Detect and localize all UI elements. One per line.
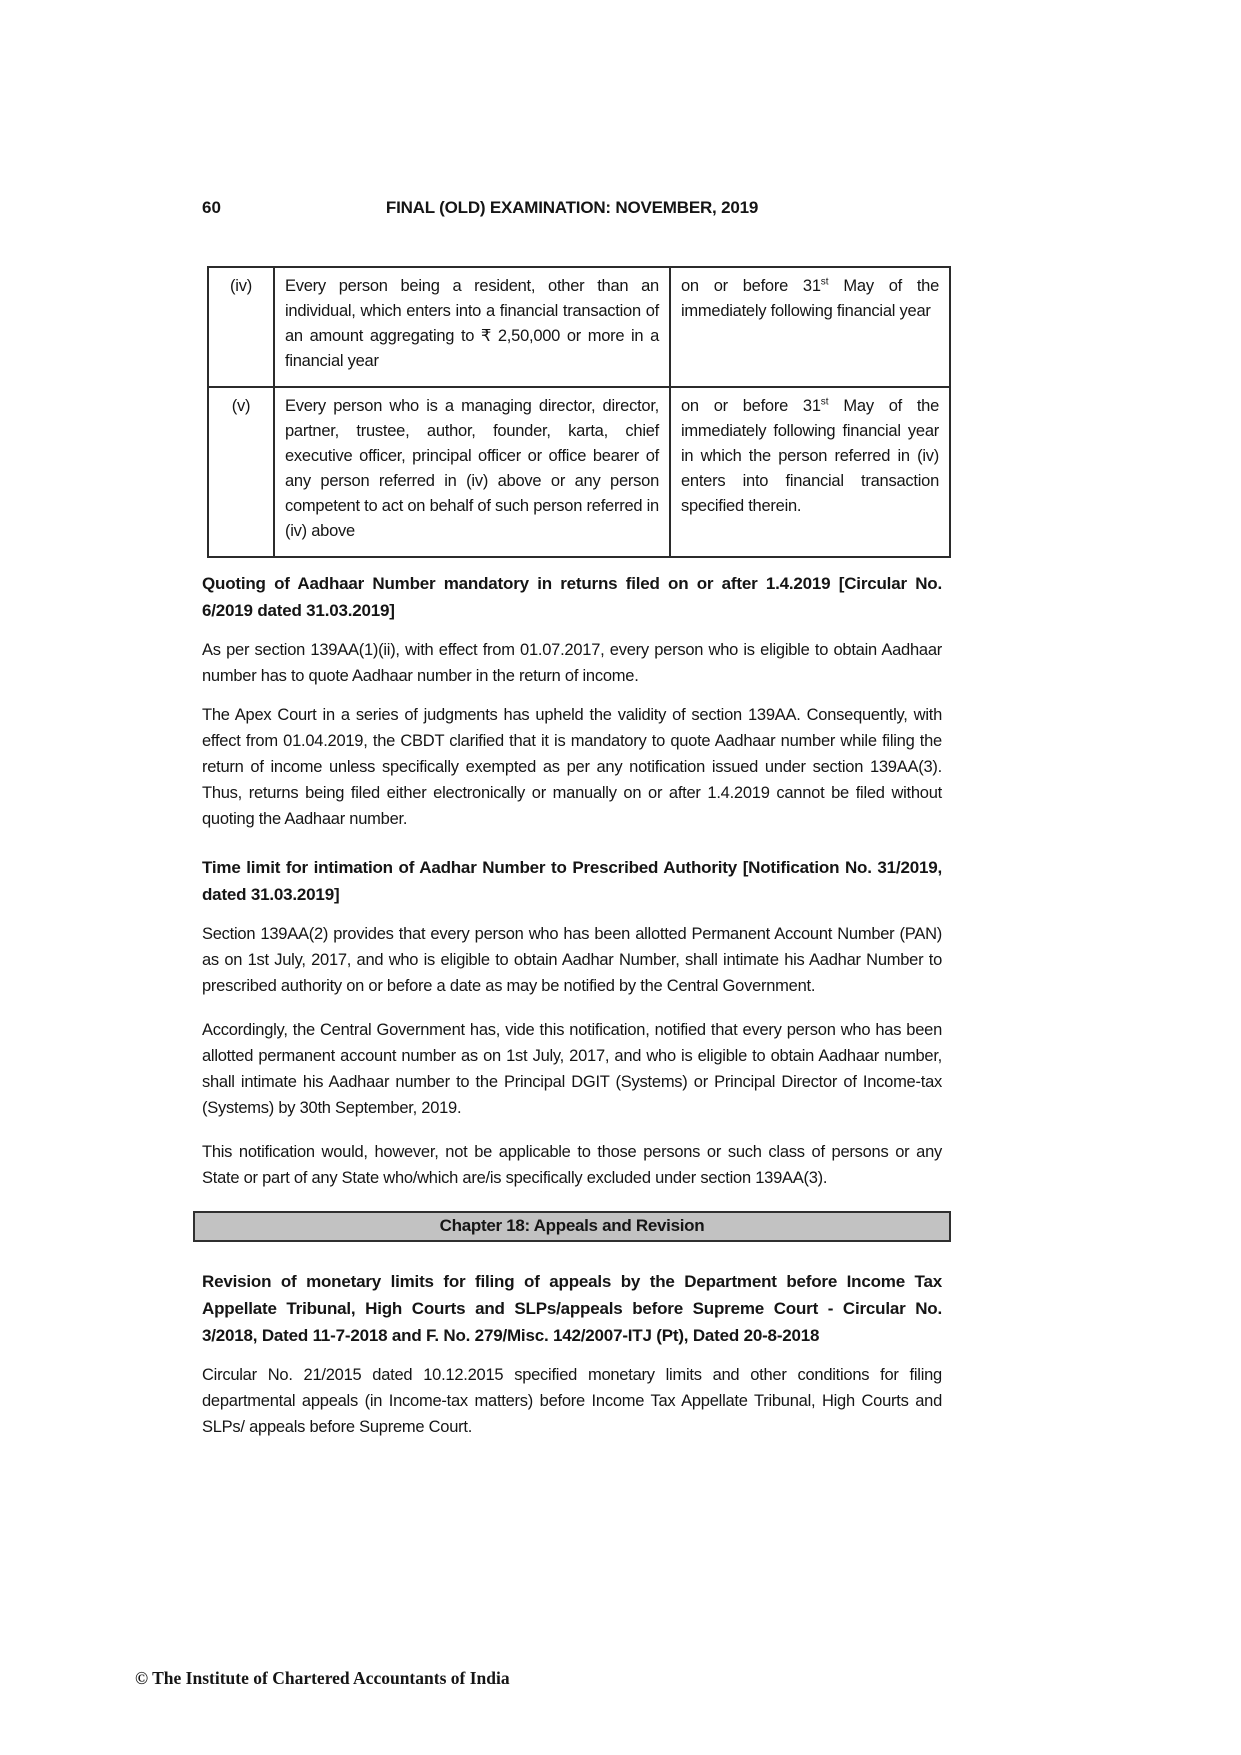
paragraph-time-limit-2: Accordingly, the Central Government has, vide this notification, notified that every person who has been allotted permanent account number as on 1st July, 2017, and who is eligible to obtain Aadhaar number, shall intimate his Aadhaar number to the Principal DGIT (Systems) or Principal Director of Income-tax (Systems) by 30th September, 2019.	[202, 1021, 942, 1117]
ordinal-superscript: st	[820, 276, 829, 288]
deadline-text: on or before 31	[681, 397, 821, 415]
paragraph-aadhaar-1: As per section 139AA(1)(ii), with effect from 01.07.2017, every person who is eligible to obtain Aadhaar number has to quote Aadhaar number in the return of income.	[202, 641, 942, 685]
row-id-cell: (v)	[208, 387, 274, 557]
row-description-cell: Every person who is a managing director, director, partner, trustee, author, founder, karta, chief executive officer, principal officer or office bearer of any person referred in (iv) above or any person competent to act on behalf of such person referred in (iv) above	[274, 387, 670, 557]
ordinal-superscript: st	[820, 396, 829, 408]
deadline-text: May of the immediately following financial year in which the person referred in (iv) enters into financial transaction specified therein.	[681, 397, 940, 515]
paragraph-appeals-1: Circular No. 21/2015 dated 10.12.2015 specified monetary limits and other conditions for filing departmental appeals (in Income-tax matters) before Income Tax Appellate Tribunal, High Courts and SLPs/ appeals before Supreme Court.	[202, 1366, 942, 1436]
row-id-cell: (iv)	[208, 267, 274, 387]
page-content	[202, 198, 942, 1453]
chapter-banner-wrap	[202, 1211, 942, 1242]
deadline-text: May of the immediately following financial year	[681, 277, 940, 320]
paragraph-aadhaar-2: The Apex Court in a series of judgments has upheld the validity of section 139AA. Consequently, with effect from 01.04.2019, the CBDT clarified that it is mandatory to quote Aadhaar number while filing the return of income unless specifically exempted as per any notification issued under section 139AA(3). Thus, returns being filed either electronically or manually on or after 1.4.2019 cannot be filed without quoting the Aadhaar number.	[202, 706, 942, 828]
row-description-cell: Every person being a resident, other than an individual, which enters into a financial transaction of an amount aggregating to ₹ 2,50,000 or more in a financial year	[274, 267, 670, 387]
chapter-banner: Chapter 18: Appeals and Revision	[193, 1211, 951, 1242]
page-header	[202, 198, 942, 222]
table-row	[208, 387, 950, 557]
heading-appeals-revision: Revision of monetary limits for filing of appeals by the Department before Income Tax Appellate Tribunal, High Courts and SLPs/appeals before Supreme Court - Circular No. 3/2018, Dated 11-7-2018 and F. No. 279/Misc. 142/2007-ITJ (Pt), Dated 20-8-2018	[202, 1272, 942, 1345]
heading-time-limit: Time limit for intimation of Aadhar Number to Prescribed Authority [Notification No. 31/2019, dated 31.03.2019]	[202, 858, 942, 904]
table-row	[208, 267, 950, 387]
row-deadline-cell	[670, 387, 950, 557]
copyright-footer: © The Institute of Chartered Accountants of India	[135, 1668, 510, 1688]
heading-aadhaar-quoting: Quoting of Aadhaar Number mandatory in returns filed on or after 1.4.2019 [Circular No. 6/2019 dated 31.03.2019]	[202, 574, 942, 620]
row-deadline-cell	[670, 267, 950, 387]
page-title: FINAL (OLD) EXAMINATION: NOVEMBER, 2019	[385, 198, 759, 217]
pan-obligation-table	[207, 266, 951, 558]
paragraph-time-limit-1: Section 139AA(2) provides that every person who has been allotted Permanent Account Number (PAN) as on 1st July, 2017, and who is eligible to obtain Aadhar Number, shall intimate his Aadhar Number to prescribed authority on or before a date as may be notified by the Central Government.	[202, 925, 942, 995]
paragraph-time-limit-3: This notification would, however, not be applicable to those persons or such class of persons or any State or part of any State who/which are/is specifically excluded under section 139AA(3).	[202, 1143, 942, 1187]
page-number: 60	[202, 198, 221, 217]
deadline-text: on or before 31	[681, 277, 821, 295]
